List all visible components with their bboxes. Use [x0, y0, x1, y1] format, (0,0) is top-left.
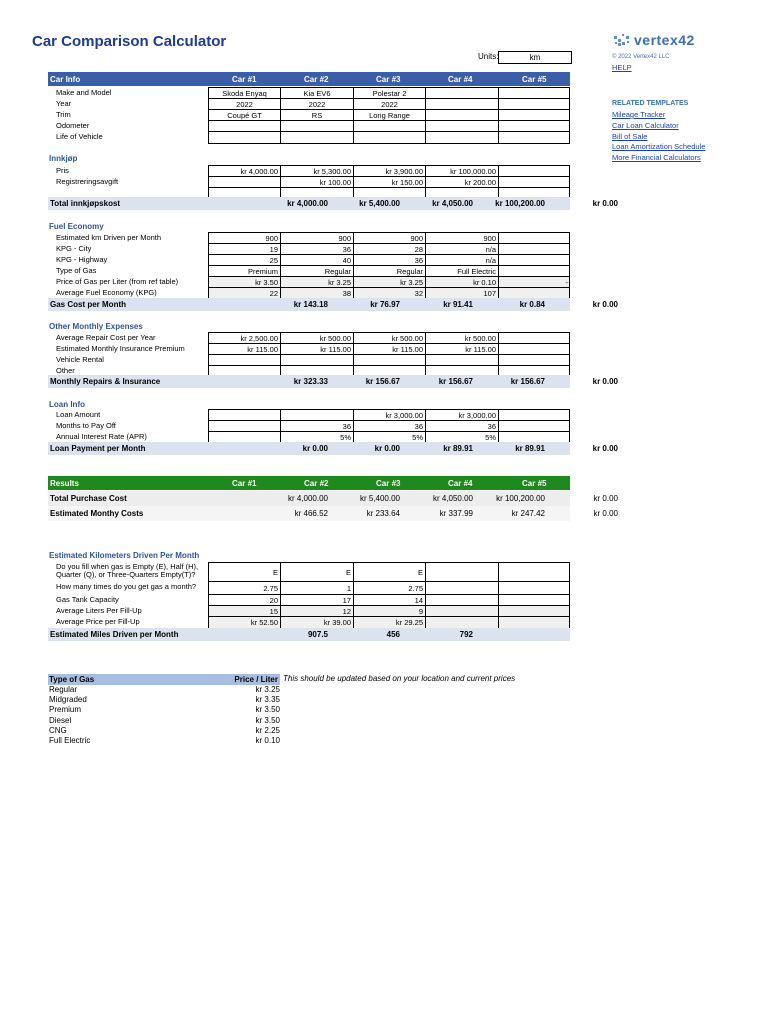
- km-row-label: Average Liters Per Fill-Up: [56, 606, 142, 615]
- loan-cell-car-2[interactable]: 5%: [280, 432, 353, 443]
- fuel-cell-car-4: 107: [425, 288, 498, 299]
- grid-end: [569, 132, 570, 143]
- header-car-1: Car #1: [232, 75, 257, 84]
- help-link[interactable]: HELP: [612, 63, 632, 72]
- km-cell-car-1: 15: [208, 606, 280, 617]
- car_info-cell-car-3[interactable]: Polestar 2: [353, 88, 425, 99]
- grid-end: [569, 617, 570, 628]
- km-cell-car-2[interactable]: E: [280, 563, 353, 582]
- results-row: [48, 506, 618, 521]
- car_info-row-label: Odometer: [56, 121, 90, 130]
- km-cell-car-4: [425, 617, 498, 628]
- car_info-row-label: Make and Model: [56, 88, 112, 97]
- gas-price[interactable]: kr 3.50: [255, 715, 280, 725]
- loan-cell-car-4[interactable]: kr 3,000.00: [425, 410, 498, 421]
- km-cell-car-4[interactable]: [425, 563, 498, 582]
- fuel-total-car-4: kr 0.84: [519, 300, 545, 309]
- fuel-cell-car-2[interactable]: 40: [280, 255, 353, 266]
- fuel-row-label: KPG - City: [56, 244, 92, 253]
- innkjop-total-car-4: kr 100,200.00: [495, 199, 545, 208]
- copyright: © 2022 Vertex42 LLC: [612, 54, 670, 60]
- results-header: [48, 476, 570, 490]
- other-row-label: Other: [56, 366, 75, 375]
- fuel-total-car-5: kr 0.00: [592, 300, 618, 309]
- other-cell-car-4[interactable]: kr 500.00: [425, 333, 498, 344]
- car_info-cell-car-2[interactable]: Kia EV6: [280, 88, 353, 99]
- units-input[interactable]: km: [498, 51, 572, 64]
- fuel-cell-car-1[interactable]: 25: [208, 255, 280, 266]
- page-title: Car Comparison Calculator: [32, 33, 227, 50]
- loan-cell-car-3[interactable]: 5%: [353, 432, 425, 443]
- gas-type: Full Electric: [49, 736, 91, 745]
- results-car-3: Car #3: [376, 479, 401, 488]
- fuel-cell-car-3: kr 3.25: [353, 277, 425, 288]
- results-car-3-value: kr 4,050.00: [432, 494, 473, 503]
- results-car-5-value: kr 0.00: [593, 509, 618, 518]
- innkjop-total-car-2: kr 5,400.00: [359, 199, 400, 208]
- loan-total-car-3: kr 89.91: [443, 444, 473, 453]
- loan-cell-car-4[interactable]: 36: [425, 421, 498, 432]
- car_info-cell-car-2[interactable]: RS: [280, 110, 353, 121]
- gas-type-header: Type of Gas: [49, 675, 95, 684]
- fuel-row-label: Price of Gas per Liter (from ref table): [56, 277, 179, 286]
- fuel-cell-car-3[interactable]: 900: [353, 233, 425, 244]
- results-title: Results: [50, 479, 79, 488]
- km_est-total-car-1: 907.5: [307, 630, 328, 639]
- fuel-title: Fuel Economy: [49, 222, 104, 231]
- gas-price[interactable]: kr 0.10: [255, 736, 280, 745]
- table-row: [208, 581, 570, 595]
- other-title: Other Monthly Expenses: [49, 322, 143, 331]
- car_info-cell-car-1[interactable]: Coupé GT: [208, 110, 280, 121]
- gas-type: Midgraded: [49, 695, 87, 705]
- car_info-cell-car-1[interactable]: Skoda Enyaq: [208, 88, 280, 99]
- fuel-cell-car-4[interactable]: n/a: [425, 244, 498, 255]
- innkjop-cell-car-1[interactable]: kr 4,000.00: [208, 166, 280, 177]
- gas-table-header: [48, 674, 280, 685]
- innkjop-total-car-3: kr 4,050.00: [432, 199, 473, 208]
- car_info-cell-car-5[interactable]: [498, 132, 570, 143]
- header-car-5: Car #5: [522, 75, 547, 84]
- car_info-row-label: Life of Vehicle: [56, 132, 103, 141]
- fuel-cell-car-4: kr 0.10: [425, 277, 498, 288]
- car_info-row-label: Year: [56, 99, 72, 108]
- other-cell-car-3[interactable]: kr 115.00: [353, 344, 425, 355]
- loan-title: Loan Info: [49, 400, 85, 409]
- loan-row-label: Loan Amount: [56, 410, 101, 419]
- results-car-1-value: kr 4,000.00: [287, 494, 328, 503]
- fuel-total-car-3: kr 91.41: [443, 300, 473, 309]
- gas-type: Diesel: [49, 715, 72, 725]
- km_est-total-label: Estimated Miles Driven per Month: [50, 630, 179, 639]
- results-car-3-value: kr 337.99: [439, 509, 473, 518]
- other-cell-car-4[interactable]: kr 115.00: [425, 344, 498, 355]
- loan-total-car-1: kr 0.00: [302, 444, 328, 453]
- fuel-cell-car-1[interactable]: 19: [208, 244, 280, 255]
- km-cell-car-2[interactable]: 17: [280, 595, 353, 606]
- fuel-cell-car-4[interactable]: n/a: [425, 255, 498, 266]
- loan-row-label: Annual Interest Rate (APR): [56, 432, 147, 441]
- grid-end: [569, 563, 570, 582]
- fuel-row-label: KPG - Highway: [56, 255, 108, 264]
- table-row: [208, 562, 570, 582]
- results-row-label: Estimated Monthy Costs: [50, 509, 144, 518]
- results-car-4-value: kr 247.42: [511, 509, 545, 518]
- km-cell-car-1[interactable]: 2.75: [208, 582, 280, 595]
- car_info-cell-car-3[interactable]: Long Range: [353, 110, 425, 121]
- results-car-4-value: kr 100,200.00: [496, 494, 545, 503]
- results-car-2: Car #2: [304, 479, 329, 488]
- car-info-header: [48, 72, 570, 86]
- loan-cell-car-2[interactable]: 36: [280, 421, 353, 432]
- table-row: [208, 131, 570, 144]
- results-car-2-value: kr 233.64: [366, 509, 400, 518]
- fuel-total-car-2: kr 76.97: [370, 300, 400, 309]
- fuel-cell-car-4[interactable]: Full Electric: [425, 266, 498, 277]
- loan-total-car-2: kr 0.00: [374, 444, 400, 453]
- other-total-car-2: kr 156.67: [365, 377, 400, 386]
- car_info-row-label: Trim: [56, 110, 71, 119]
- km-cell-car-5: [498, 617, 570, 628]
- other-cell-car-3[interactable]: kr 500.00: [353, 333, 425, 344]
- other-total-car-4: kr 156.67: [510, 377, 545, 386]
- km_est-total-car-3: 792: [459, 630, 473, 639]
- fuel-cell-car-2: kr 3.25: [280, 277, 353, 288]
- fuel-cell-car-1: kr 3.50: [208, 277, 280, 288]
- loan-cell-car-3[interactable]: 36: [353, 421, 425, 432]
- innkjop-cell-car-4[interactable]: kr 100,000.00: [425, 166, 498, 177]
- innkjop-total-car-5: kr 0.00: [592, 199, 618, 208]
- fuel-row-label: Type of Gas: [56, 266, 97, 275]
- km-row-label: Gas Tank Capacity: [56, 595, 119, 604]
- other-cell-car-1[interactable]: kr 115.00: [208, 344, 280, 355]
- results-row: [48, 491, 618, 506]
- km-row-label: How many times do you get gas a month?: [56, 582, 197, 591]
- fuel-cell-car-4[interactable]: 900: [425, 233, 498, 244]
- other-total-car-1: kr 323.33: [293, 377, 328, 386]
- other-total-car-3: kr 156.67: [438, 377, 473, 386]
- fuel-total-row: [48, 298, 618, 311]
- km_est-total-row: [48, 628, 570, 641]
- innkjop-row-label: Pris: [56, 166, 69, 175]
- fuel-cell-car-1[interactable]: 900: [208, 233, 280, 244]
- other-total-label: Monthly Repairs & Insurance: [50, 377, 161, 386]
- loan-total-car-4: kr 89.91: [515, 444, 545, 453]
- other-row-label: Vehicle Rental: [56, 355, 104, 364]
- km-cell-car-3[interactable]: E: [353, 563, 425, 582]
- fuel-cell-car-1: 22: [208, 288, 280, 299]
- fuel-cell-car-1[interactable]: Premium: [208, 266, 280, 277]
- units-label: Units:: [478, 52, 499, 61]
- km-row-label: Average Price per Fill-Up: [56, 617, 140, 626]
- results-car-1: Car #1: [232, 479, 257, 488]
- results-car-4: Car #4: [448, 479, 473, 488]
- km-cell-car-1: kr 52.50: [208, 617, 280, 628]
- other-row-label: Estimated Monthly Insurance Premium: [56, 344, 185, 353]
- fuel-cell-car-2[interactable]: 900: [280, 233, 353, 244]
- gas-type: Premium: [49, 705, 82, 715]
- innkjop-total-row: [48, 197, 618, 210]
- other-cell-car-2[interactable]: kr 115.00: [280, 344, 353, 355]
- km-cell-car-5[interactable]: [498, 563, 570, 582]
- fuel-cell-car-2[interactable]: Regular: [280, 266, 353, 277]
- km-cell-car-2: 12: [280, 606, 353, 617]
- gas-type: CNG: [49, 725, 67, 735]
- loan-total-row: [48, 442, 618, 455]
- innkjop-total-car-1: kr 4,000.00: [287, 199, 328, 208]
- fuel-cell-car-2[interactable]: 36: [280, 244, 353, 255]
- km-estimate-title: Estimated Kilometers Driven Per Month: [49, 551, 200, 560]
- gas-price[interactable]: kr 3.35: [255, 695, 280, 705]
- header-car-3: Car #3: [376, 75, 401, 84]
- other-total-car-5: kr 0.00: [592, 377, 618, 386]
- results-car-5-value: kr 0.00: [593, 494, 618, 503]
- innkjop-total-label: Total innkjøpskost: [50, 199, 121, 208]
- loan-cell-car-3[interactable]: kr 3,000.00: [353, 410, 425, 421]
- other-cell-car-2[interactable]: kr 500.00: [280, 333, 353, 344]
- innkjop-cell-car-3[interactable]: kr 3,900.00: [353, 166, 425, 177]
- header-car-4: Car #4: [448, 75, 473, 84]
- related-templates-title: RELATED TEMPLATES: [612, 100, 689, 107]
- fuel-cell-car-3[interactable]: 28: [353, 244, 425, 255]
- car_info-cell-car-3[interactable]: 2022: [353, 99, 425, 110]
- link-car-loan-calculator[interactable]: Car Loan Calculator: [612, 121, 679, 130]
- other-total-row: [48, 375, 618, 388]
- fuel-total-car-1: kr 143.18: [293, 300, 328, 309]
- gas-price[interactable]: kr 3.25: [255, 685, 280, 694]
- innkjop-title: Innkjøp: [49, 154, 78, 163]
- header-car-info: Car Info: [50, 75, 81, 84]
- fuel-row-label: Estimated km Driven per Month: [56, 233, 162, 242]
- car_info-cell-car-2[interactable]: 2022: [280, 99, 353, 110]
- other-cell-car-1[interactable]: kr 2,500.00: [208, 333, 280, 344]
- km-cell-car-1[interactable]: 20: [208, 595, 280, 606]
- km-cell-car-3: 9: [353, 606, 425, 617]
- innkjop-cell-car-4[interactable]: kr 200.00: [425, 177, 498, 188]
- fuel-cell-car-3: 32: [353, 288, 425, 299]
- results-car-5: Car #5: [522, 479, 547, 488]
- km-cell-car-2: kr 39.00: [280, 617, 353, 628]
- fuel-total-label: Gas Cost per Month: [50, 300, 127, 309]
- results-car-1-value: kr 466.52: [294, 509, 328, 518]
- fuel-cell-car-3[interactable]: Regular: [353, 266, 425, 277]
- loan-total-car-5: kr 0.00: [592, 444, 618, 453]
- km-cell-car-3[interactable]: 14: [353, 595, 425, 606]
- link-bill-of-sale[interactable]: Bill of Sale: [612, 132, 648, 141]
- gas-price-header: Price / Liter: [234, 675, 278, 684]
- car_info-cell-car-2[interactable]: [280, 132, 353, 143]
- fuel-cell-car-5: -: [498, 277, 570, 288]
- car_info-cell-car-3[interactable]: [353, 132, 425, 143]
- innkjop-cell-car-2[interactable]: kr 100.00: [280, 177, 353, 188]
- logo-text: vertex42: [634, 32, 695, 48]
- link-mileage-tracker[interactable]: Mileage Tracker: [612, 110, 666, 119]
- results-row-label: Total Purchase Cost: [50, 494, 127, 503]
- link-loan-amortization[interactable]: Loan Amortization Schedule: [612, 142, 706, 151]
- km-cell-car-3[interactable]: 2.75: [353, 582, 425, 595]
- km_est-total-car-2: 456: [386, 630, 400, 639]
- innkjop-cell-car-3[interactable]: kr 150.00: [353, 177, 425, 188]
- fuel-cell-car-2: 38: [280, 288, 353, 299]
- km-cell-car-3: kr 29.25: [353, 617, 425, 628]
- car_info-cell-car-1[interactable]: 2022: [208, 99, 280, 110]
- innkjop-cell-car-2[interactable]: kr 5,300.00: [280, 166, 353, 177]
- fuel-row-label: Average Fuel Economy (KPG): [56, 288, 157, 297]
- loan-total-label: Loan Payment per Month: [50, 444, 146, 453]
- gas-type: Regular: [49, 685, 78, 694]
- gas-price[interactable]: kr 2.25: [255, 725, 280, 735]
- innkjop-row-label: Registreringsavgift: [56, 177, 119, 186]
- gas-price[interactable]: kr 3.50: [255, 705, 280, 715]
- km-cell-car-2[interactable]: 1: [280, 582, 353, 595]
- loan-cell-car-4[interactable]: 5%: [425, 432, 498, 443]
- gas-table-note: This should be updated based on your location and current prices: [283, 674, 516, 683]
- header-car-2: Car #2: [304, 75, 329, 84]
- km-cell-car-1[interactable]: E: [208, 563, 280, 582]
- car_info-cell-car-4[interactable]: [425, 132, 498, 143]
- fuel-cell-car-3[interactable]: 36: [353, 255, 425, 266]
- other-row-label: Average Repair Cost per Year: [56, 333, 156, 342]
- loan-row-label: Months to Pay Off: [56, 421, 116, 430]
- car_info-cell-car-1[interactable]: [208, 132, 280, 143]
- results-car-2-value: kr 5,400.00: [359, 494, 400, 503]
- km-row-label: Do you fill when gas is Empty (E), Half (H), Quarter (Q), or Three-Quarters Empty(T)?: [56, 562, 199, 579]
- link-more-financial[interactable]: More Financial Calculators: [612, 153, 701, 162]
